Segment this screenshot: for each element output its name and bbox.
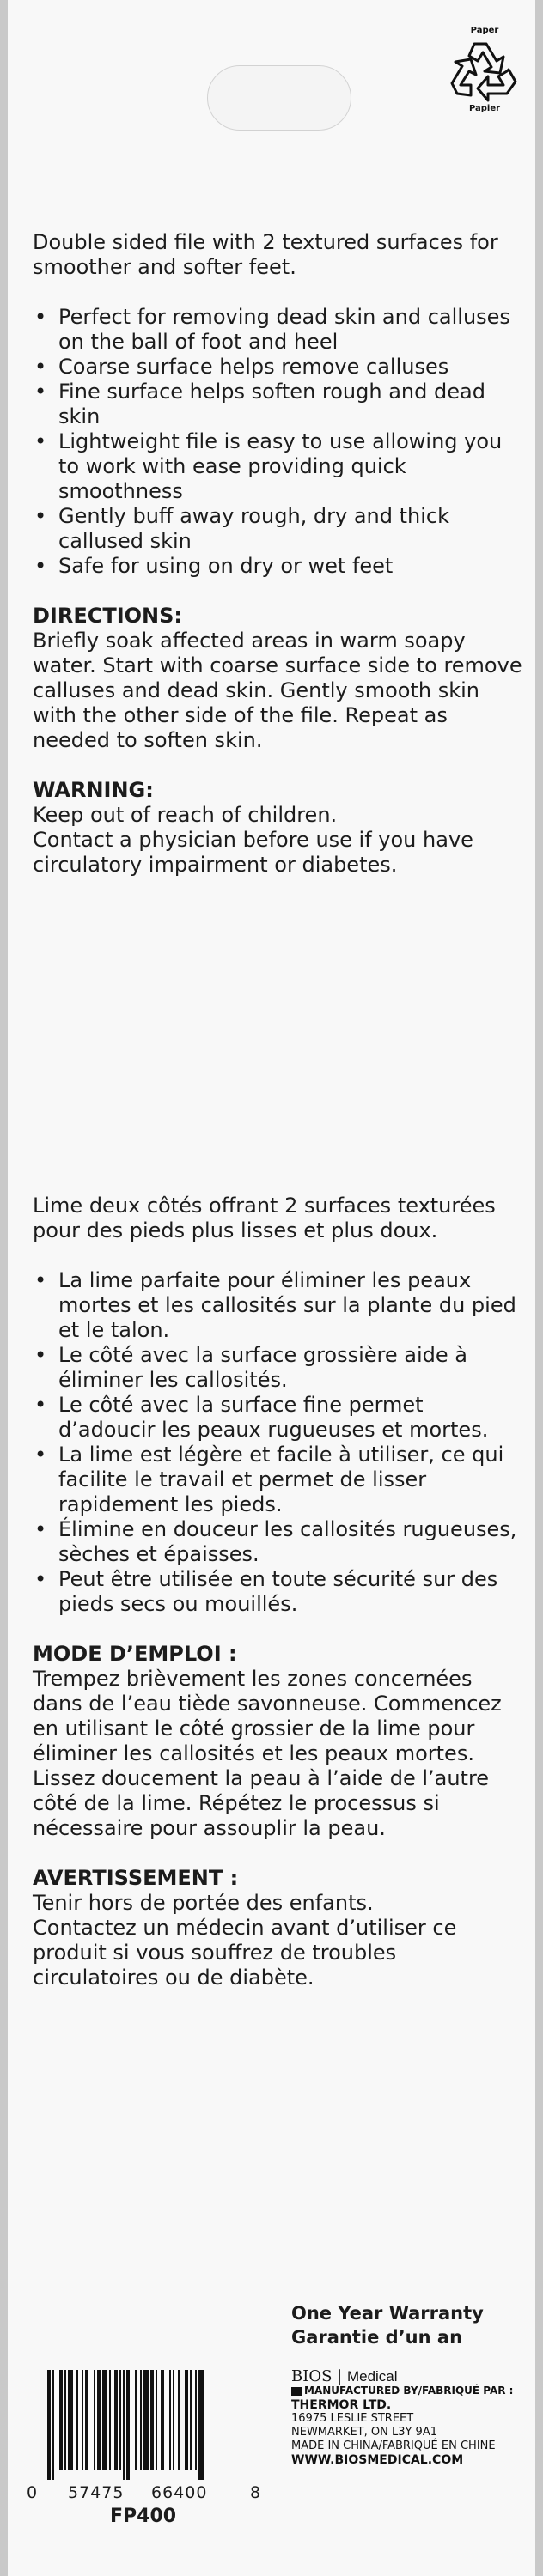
- warning-heading: WARNING:: [33, 778, 154, 802]
- french-feature-list: [33, 1268, 522, 1617]
- recycle-icon: [448, 37, 521, 102]
- street-address: 16975 LESLIE STREET: [291, 2412, 414, 2425]
- barcode-bar: [123, 2370, 125, 2480]
- recycle-bottom-label: Papier: [468, 104, 501, 113]
- manufactured-by-line: MANUFACTURED BY/FABRIQUÉ PAR :: [291, 2384, 532, 2398]
- avertissement-line: Tenir hors de portée des enfants.: [33, 1891, 374, 1915]
- list-item: • Fine surface helps soften rough and dead skin: [33, 380, 522, 429]
- warning-line: Contact a physician before use if you have circulatory impairment or diabetes.: [33, 828, 473, 877]
- barcode-bar: [135, 2370, 137, 2470]
- barcode-bar: [173, 2370, 174, 2470]
- website: WWW.BIOSMEDICAL.COM: [291, 2453, 464, 2467]
- list-item: • Peut être utilisée en toute sécurité sur des pieds secs ou mouillés.: [33, 1567, 522, 1617]
- avertissement-line: Contactez un médecin avant d’utiliser ce produit si vous souffrez de troubles circulatoires ou de diabète.: [33, 1916, 457, 1990]
- list-item: • Élimine en douceur les callosités rugueuses, sèches et épaisses.: [33, 1517, 522, 1567]
- english-section: [33, 230, 522, 878]
- barcode-bar: [119, 2370, 121, 2470]
- barcode-bar: [156, 2370, 157, 2470]
- list-item: • Le côté avec la surface grossière aide à éliminer les callosités.: [33, 1343, 522, 1393]
- barcode-bar: [68, 2370, 73, 2470]
- list-item: • La lime parfaite pour éliminer les peaux mortes et les callosités sur la plante du pied et le talon.: [33, 1268, 522, 1343]
- avertissement-heading: AVERTISSEMENT :: [33, 1866, 239, 1890]
- footer-info: [8, 2284, 535, 2576]
- barcode-bar: [52, 2370, 54, 2480]
- warranty-english: One Year Warranty: [291, 2303, 484, 2324]
- barcode-bar: [140, 2370, 142, 2470]
- barcode-graphic: [44, 2370, 250, 2482]
- barcode-bar: [59, 2370, 63, 2470]
- barcode-bar: [161, 2370, 164, 2470]
- barcode-bar: [114, 2370, 118, 2470]
- warranty-block: [291, 2301, 532, 2349]
- product-sku: FP400: [110, 2506, 177, 2527]
- english-feature-list: [33, 305, 522, 579]
- barcode-bar: [150, 2370, 154, 2470]
- barcode-bar: [102, 2370, 107, 2470]
- barcode-bar: [47, 2370, 51, 2480]
- list-item: • Safe for using on dry or wet feet: [33, 554, 522, 579]
- brand-name: BIOS: [291, 2367, 333, 2385]
- barcode-right-group: 66400: [151, 2483, 208, 2502]
- made-in-line: MADE IN CHINA/FABRIQUÉ EN CHINE: [291, 2439, 496, 2452]
- french-section: [33, 1194, 522, 1990]
- barcode-bar: [76, 2370, 78, 2470]
- city-address: NEWMARKET, ON L3Y 9A1: [291, 2426, 437, 2439]
- barcode-bar: [190, 2370, 192, 2470]
- directions-text: Briefly soak affected areas in warm soapy water. Start with coarse surface side to remove calluses and dead skin. Gently smooth skin with the other side of the file. Repeat as needed to soften skin.: [33, 629, 522, 752]
- barcode-bar: [169, 2370, 171, 2470]
- list-item: • Gently buff away rough, dry and thick callused skin: [33, 504, 522, 554]
- barcode-first-digit: 0: [27, 2483, 39, 2502]
- barcode-bar: [185, 2370, 188, 2470]
- list-item: • La lime est légère et facile à utiliser, ce qui facilite le travail et permet de lisser rapidement les pieds.: [33, 1443, 522, 1517]
- barcode-left-group: 57475: [68, 2483, 125, 2502]
- barcode-bar: [97, 2370, 101, 2470]
- barcode-bar: [195, 2370, 197, 2470]
- english-intro: Double sided file with 2 textured surfaces for smoother and softer feet.: [33, 230, 498, 279]
- barcode-block: [18, 2370, 267, 2542]
- hang-hole: [207, 65, 351, 131]
- list-item: • Perfect for removing dead skin and calluses on the ball of foot and heel: [33, 305, 522, 355]
- barcode-bar: [178, 2370, 180, 2470]
- barcode-bar: [82, 2370, 83, 2470]
- recycle-symbol: [442, 26, 528, 155]
- list-item: • Lightweight file is easy to use allowing you to work with ease providing quick smoothness: [33, 429, 522, 504]
- barcode-bar: [64, 2370, 66, 2470]
- list-item: • Coarse surface helps remove calluses: [33, 355, 522, 380]
- barcode-bar: [198, 2370, 204, 2480]
- barcode-bar: [109, 2370, 111, 2470]
- mode-emploi-text: Trempez brièvement les zones concernées dans de l’eau tiède savonneuse. Commencez en utilisant le côté grossier de la lime pour éliminer les callosités et les peaux mortes. Lissez doucement la peau à l’aide de l’autre côté de la lime. Répétez le processus si nécessaire pour assouplir la peau.: [33, 1667, 502, 1840]
- warning-line: Keep out of reach of children.: [33, 803, 338, 827]
- barcode-bar: [85, 2370, 88, 2470]
- maple-leaf-icon: [291, 2387, 302, 2396]
- list-item: • Le côté avec la surface fine permet d’adoucir les peaux rugueuses et mortes.: [33, 1393, 522, 1443]
- company-name: THERMOR LTD.: [291, 2398, 392, 2412]
- manufacturer-block: [291, 2367, 532, 2467]
- french-intro: Lime deux côtés offrant 2 surfaces texturées pour des pieds plus lisses et plus doux.: [33, 1194, 496, 1242]
- barcode-bar: [94, 2370, 95, 2470]
- barcode-bar: [126, 2370, 130, 2480]
- package-back-panel: [8, 0, 535, 2576]
- brand-logo: BIOS | Medical: [291, 2367, 398, 2385]
- directions-heading: DIRECTIONS:: [33, 604, 183, 628]
- recycle-top-label: Paper: [470, 26, 499, 35]
- mode-emploi-heading: MODE D’EMPLOI :: [33, 1642, 237, 1666]
- brand-sub: Medical: [346, 2368, 398, 2385]
- warranty-french: Garantie d’un an: [291, 2327, 463, 2348]
- barcode-bar: [143, 2370, 149, 2470]
- barcode-last-digit: 8: [250, 2483, 262, 2502]
